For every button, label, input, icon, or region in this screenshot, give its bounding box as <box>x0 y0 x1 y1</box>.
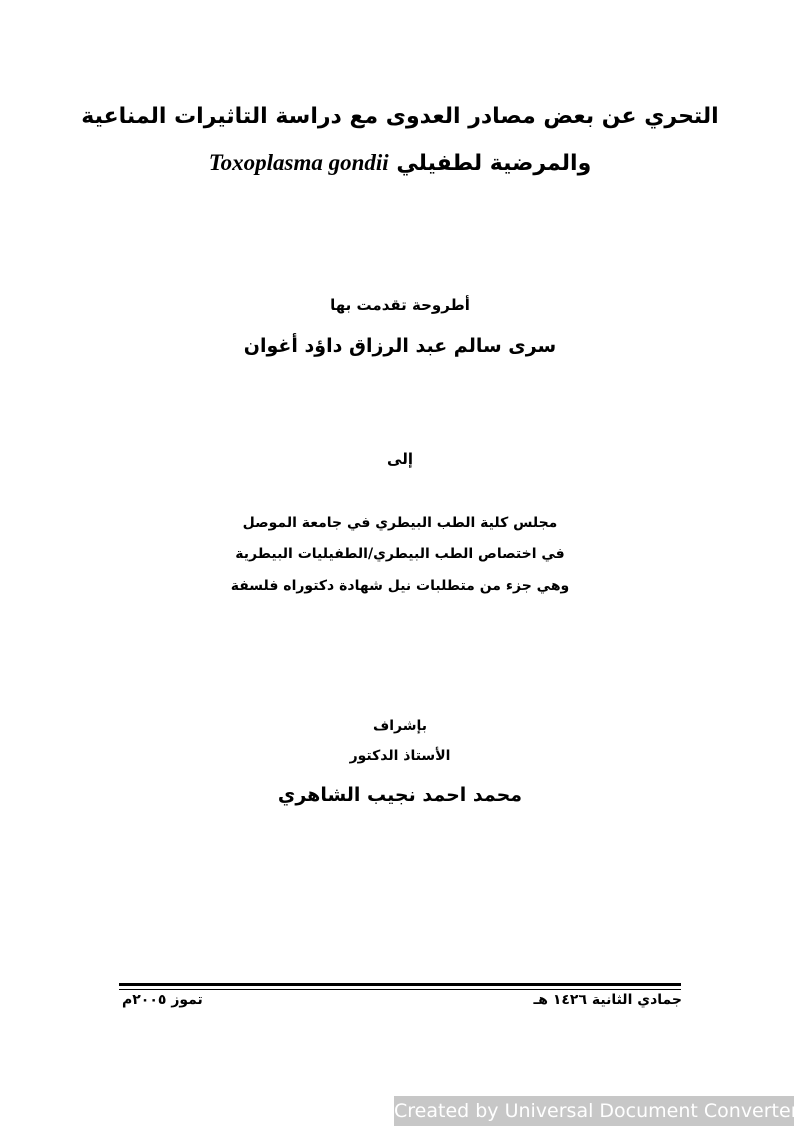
gregorian-date: تموز ٢٠٠٥م <box>122 992 203 1008</box>
author-name: سرى سالم عبد الرزاق داؤد أغوان <box>243 335 557 357</box>
hijri-date: جمادي الثانية ١٤٢٦ هـ <box>533 992 682 1008</box>
converter-watermark: Created by Universal Document Converter <box>394 1096 794 1126</box>
thesis-title-arabic-part: والمرضية لطفيلي <box>396 151 592 176</box>
supervisor-title: الأستاذ الدكتور <box>349 748 451 764</box>
to-label: إلى <box>387 450 413 468</box>
thesis-title-line-2 <box>0 150 800 176</box>
thesis-title-species-name: Toxoplasma gondii <box>208 150 389 175</box>
degree-line: وهي جزء من متطلبات نيل شهادة دكتوراه فلسفة <box>230 578 570 594</box>
specialty-line: في اختصاص الطب البيطري/الطفيليات البيطرية <box>235 546 565 562</box>
thesis-title-line-1: التحري عن بعض مصادر العدوى مع دراسة التاثيرات المناعية <box>81 104 719 129</box>
thesis-submitted-by-label: أطروحة تقدمت بها <box>330 296 470 314</box>
footer-rule-thin <box>119 989 681 990</box>
council-line: مجلس كلية الطب البيطري في جامعة الموصل <box>242 515 558 531</box>
footer-rule-thick <box>119 983 681 986</box>
supervisor-name: محمد احمد نجيب الشاهري <box>277 784 523 806</box>
supervision-label: بإشراف <box>372 718 428 734</box>
